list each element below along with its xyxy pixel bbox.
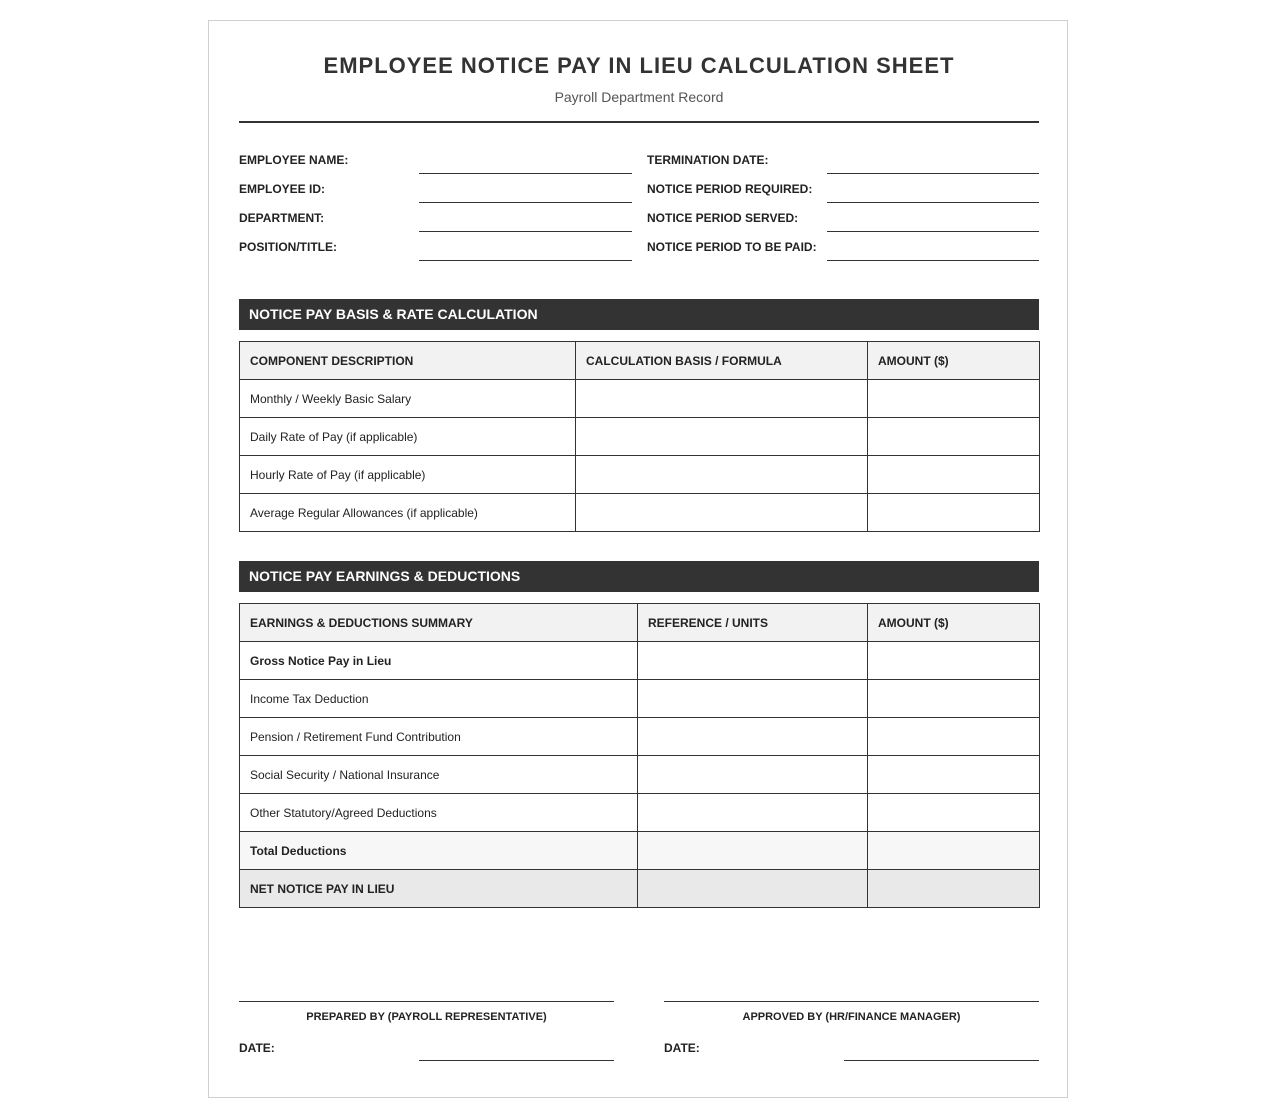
document-subtitle: Payroll Department Record <box>554 89 724 105</box>
column-header: AMOUNT ($) <box>868 342 1040 380</box>
approved-by-caption: APPROVED BY (HR/FINANCE MANAGER) <box>742 1011 961 1023</box>
notice-period-required-field[interactable] <box>827 202 1039 203</box>
component-description-cell: Monthly / Weekly Basic Salary <box>240 380 576 418</box>
department-field[interactable] <box>419 231 632 232</box>
formula-cell[interactable] <box>576 494 868 532</box>
employee-id-label: EMPLOYEE ID: <box>239 182 326 196</box>
amount-cell[interactable] <box>868 456 1040 494</box>
notice-period-to-be-paid-label: NOTICE PERIOD TO BE PAID: <box>647 240 817 254</box>
summary-item-cell: Other Statutory/Agreed Deductions <box>240 794 638 832</box>
summary-item-cell: Total Deductions <box>240 832 638 870</box>
table-row <box>240 456 1040 494</box>
termination-date-field[interactable] <box>827 173 1039 174</box>
amount-cell[interactable] <box>868 794 1040 832</box>
basis-rate-table <box>239 341 1040 532</box>
reference-cell[interactable] <box>638 642 868 680</box>
column-header: CALCULATION BASIS / FORMULA <box>576 342 868 380</box>
amount-cell[interactable] <box>868 718 1040 756</box>
table-row <box>240 494 1040 532</box>
summary-item-cell: Gross Notice Pay in Lieu <box>240 642 638 680</box>
section-heading-earnings: NOTICE PAY EARNINGS & DEDUCTIONS <box>239 561 1039 592</box>
notice-period-served-field[interactable] <box>827 231 1039 232</box>
reference-cell[interactable] <box>638 718 868 756</box>
component-description-cell: Daily Rate of Pay (if applicable) <box>240 418 576 456</box>
employee-name-field[interactable] <box>419 173 632 174</box>
column-header: EARNINGS & DEDUCTIONS SUMMARY <box>240 604 638 642</box>
reference-cell[interactable] <box>638 832 868 870</box>
position-title-field[interactable] <box>419 260 632 261</box>
prepared-by-caption: PREPARED BY (PAYROLL REPRESENTATIVE) <box>306 1011 547 1023</box>
summary-item-cell: Income Tax Deduction <box>240 680 638 718</box>
table-row <box>240 718 1040 756</box>
formula-cell[interactable] <box>576 456 868 494</box>
column-header: REFERENCE / UNITS <box>638 604 868 642</box>
summary-item-cell: Social Security / National Insurance <box>240 756 638 794</box>
reference-cell[interactable] <box>638 794 868 832</box>
total-deductions-row <box>240 832 1040 870</box>
info-row <box>239 236 1039 265</box>
formula-cell[interactable] <box>576 380 868 418</box>
amount-cell[interactable] <box>868 494 1040 532</box>
earnings-deductions-table <box>239 603 1040 908</box>
component-description-cell: Hourly Rate of Pay (if applicable) <box>240 456 576 494</box>
table-row <box>240 642 1040 680</box>
table-row <box>240 418 1040 456</box>
net-notice-pay-row <box>240 870 1040 908</box>
notice-period-served-label: NOTICE PERIOD SERVED: <box>647 211 799 225</box>
info-row <box>239 207 1039 236</box>
column-header: COMPONENT DESCRIPTION <box>240 342 576 380</box>
summary-item-cell: Pension / Retirement Fund Contribution <box>240 718 638 756</box>
approved-date-label: DATE: <box>664 1041 700 1055</box>
position-title-label: POSITION/TITLE: <box>239 240 337 254</box>
info-row <box>239 149 1039 178</box>
amount-cell[interactable] <box>868 642 1040 680</box>
approved-by-signature-line[interactable] <box>664 1001 1039 1002</box>
amount-cell[interactable] <box>868 832 1040 870</box>
employee-info-block <box>239 149 1039 265</box>
component-description-cell: Average Regular Allowances (if applicable) <box>240 494 576 532</box>
notice-period-required-label: NOTICE PERIOD REQUIRED: <box>647 182 813 196</box>
table-row <box>240 794 1040 832</box>
table-row <box>240 680 1040 718</box>
formula-cell[interactable] <box>576 418 868 456</box>
amount-cell[interactable] <box>868 756 1040 794</box>
prepared-by-signature-line[interactable] <box>239 1001 614 1002</box>
title-divider <box>239 121 1039 123</box>
section-heading-basis: NOTICE PAY BASIS & RATE CALCULATION <box>239 299 1039 330</box>
amount-cell[interactable] <box>868 870 1040 908</box>
table-header-row <box>240 604 1040 642</box>
prepared-date-field[interactable] <box>419 1060 614 1061</box>
summary-item-cell: NET NOTICE PAY IN LIEU <box>240 870 638 908</box>
document-page <box>208 20 1068 1098</box>
column-header: AMOUNT ($) <box>868 604 1040 642</box>
employee-id-field[interactable] <box>419 202 632 203</box>
reference-cell[interactable] <box>638 870 868 908</box>
notice-period-to-be-paid-field[interactable] <box>827 260 1039 261</box>
department-label: DEPARTMENT: <box>239 211 325 225</box>
amount-cell[interactable] <box>868 680 1040 718</box>
table-header-row <box>240 342 1040 380</box>
amount-cell[interactable] <box>868 418 1040 456</box>
prepared-date-label: DATE: <box>239 1041 275 1055</box>
approved-date-field[interactable] <box>844 1060 1039 1061</box>
reference-cell[interactable] <box>638 680 868 718</box>
termination-date-label: TERMINATION DATE: <box>647 153 769 167</box>
amount-cell[interactable] <box>868 380 1040 418</box>
info-row <box>239 178 1039 207</box>
document-title: EMPLOYEE NOTICE PAY IN LIEU CALCULATION SHEET <box>323 53 955 78</box>
reference-cell[interactable] <box>638 756 868 794</box>
employee-name-label: EMPLOYEE NAME: <box>239 153 349 167</box>
table-row <box>240 756 1040 794</box>
table-row <box>240 380 1040 418</box>
